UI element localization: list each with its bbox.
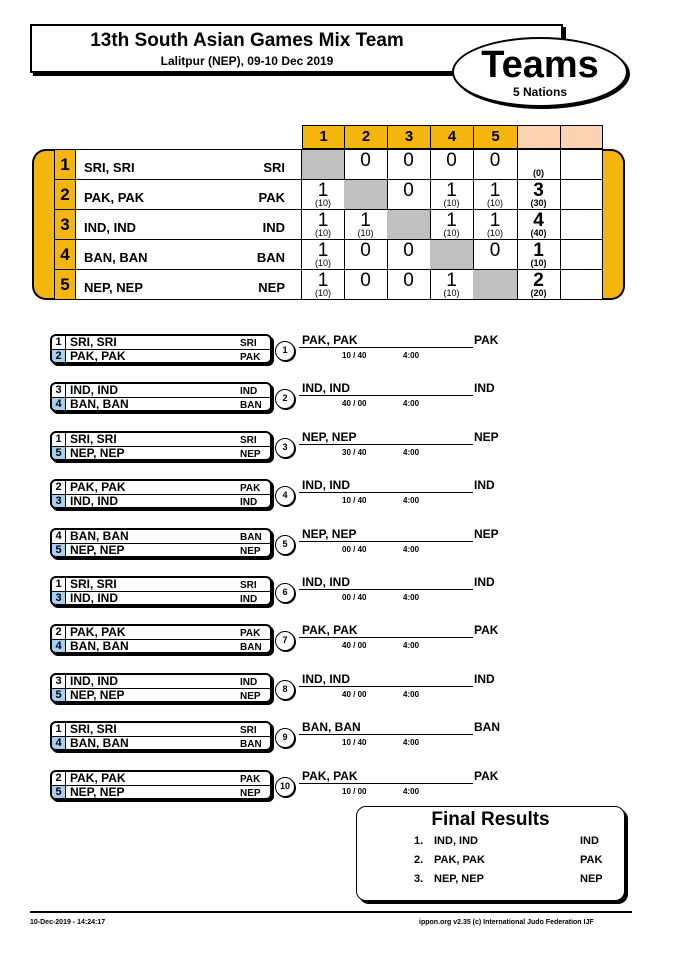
match-team-b — [52, 495, 270, 509]
match-winner-line — [299, 541, 473, 542]
match-team-a — [52, 481, 270, 495]
grid-team-name: SRI, SRI — [84, 160, 135, 175]
grid-score-cell — [302, 179, 345, 210]
grid-score-cell — [430, 209, 474, 240]
match-team-name: PAK, PAK — [70, 349, 126, 363]
match-number: 8 — [275, 680, 295, 700]
grid-score-cell — [430, 179, 474, 210]
grid-total-points: (0) — [533, 168, 544, 178]
grid-score-cell — [302, 149, 345, 180]
match-time: 4:00 — [403, 544, 420, 554]
match-team-name: NEP, NEP — [70, 687, 125, 702]
match-time: 4:00 — [403, 496, 420, 506]
footer-divider — [30, 911, 632, 913]
match-team-b — [52, 689, 270, 703]
teams-badge-title: Teams — [481, 44, 599, 86]
grid-score: 1 — [489, 180, 501, 201]
match-winner-code: NEP — [474, 429, 499, 444]
match-winner-line — [299, 347, 473, 348]
grid-score: 1 — [317, 270, 329, 291]
match-seed: 5 — [52, 786, 66, 800]
final-result-row — [357, 835, 624, 851]
match-team-name: IND, IND — [70, 494, 118, 509]
final-team-code: NEP — [580, 873, 603, 885]
match-team-name: SRI, SRI — [70, 577, 117, 591]
grid-team-code: PAK — [258, 190, 285, 205]
match-team-a — [52, 578, 270, 592]
grid-score: 0 — [360, 150, 371, 171]
match-team-name: IND, IND — [70, 673, 118, 688]
grid-row — [54, 179, 603, 210]
match-team-code: NEP — [240, 787, 261, 799]
match-score: 00 / 40 — [342, 544, 367, 554]
grid-total-cell — [517, 179, 561, 210]
grid-column-header: 4 — [430, 125, 474, 149]
match-team-a — [52, 772, 270, 786]
match-team-name: PAK, PAK — [70, 625, 126, 640]
grid-total-cell — [517, 269, 561, 300]
match-time: 4:00 — [403, 447, 420, 457]
match-seed: 3 — [52, 592, 66, 606]
grid-row-number: 1 — [54, 149, 76, 180]
match-team-b — [52, 544, 270, 558]
grid-total-cell — [517, 239, 561, 270]
grid-score: 0 — [360, 270, 371, 291]
grid-total-points: (10) — [530, 258, 547, 268]
match-team-a — [52, 675, 270, 689]
match-winner-code: IND — [474, 381, 495, 396]
grid-score-cell — [473, 209, 518, 240]
match-winner-name: NEP, NEP — [302, 526, 357, 541]
grid-score: 1 — [446, 270, 457, 291]
match-team-code: SRI — [240, 338, 257, 349]
grid-total-wins: 3 — [533, 180, 544, 201]
grid-column-header: 2 — [344, 125, 388, 149]
match-team-a — [52, 384, 270, 398]
footer-credit: ippon.org v2.35 (c) International Judo Federation IJF — [419, 919, 594, 926]
match-pairing — [50, 624, 272, 654]
final-team-name: NEP, NEP — [434, 873, 484, 885]
grid-row-number: 5 — [54, 269, 76, 300]
page-title: 13th South Asian Games Mix Team — [90, 30, 404, 51]
match-time: 4:00 — [403, 399, 420, 409]
match-team-b — [52, 786, 270, 800]
grid-total-cell — [517, 209, 561, 240]
match-team-name: BAN, BAN — [70, 736, 129, 751]
match-team-name: PAK, PAK — [70, 770, 126, 785]
match-seed: 4 — [52, 530, 66, 543]
match-team-name: SRI, SRI — [70, 335, 117, 349]
match-winner-line — [299, 734, 473, 735]
match-time: 4:00 — [403, 641, 420, 651]
grid-score-points: (10) — [486, 228, 503, 238]
match-entry — [0, 770, 679, 810]
match-team-name: NEP, NEP — [70, 542, 125, 557]
match-pairing — [50, 721, 272, 751]
match-winner-name: PAK, PAK — [302, 333, 358, 347]
match-score: 40 / 00 — [342, 399, 367, 409]
match-time: 4:00 — [403, 593, 420, 602]
grid-score-cell — [344, 209, 388, 240]
grid-score-cell — [387, 239, 431, 270]
match-winner-line — [299, 492, 473, 493]
grid-column-header-rank — [560, 125, 603, 149]
grid-column-header: 1 — [302, 125, 345, 149]
grid-team-code: NEP — [258, 280, 285, 295]
match-team-code: SRI — [240, 725, 257, 737]
match-number: 4 — [275, 486, 295, 506]
match-team-name: BAN, BAN — [70, 528, 129, 543]
match-seed: 4 — [52, 640, 66, 654]
final-team-name: PAK, PAK — [434, 854, 485, 866]
grid-rank-cell — [560, 209, 603, 240]
grid-row — [54, 209, 603, 240]
match-team-a — [52, 723, 270, 737]
match-team-name: IND, IND — [70, 591, 118, 605]
grid-score-cell — [473, 239, 518, 270]
match-number: 1 — [275, 341, 295, 361]
match-entry — [0, 528, 679, 568]
match-number: 9 — [275, 728, 295, 748]
match-team-code: IND — [240, 497, 258, 509]
match-team-b — [52, 350, 270, 364]
match-score: 40 / 00 — [342, 641, 367, 651]
grid-score-points: (10) — [486, 198, 503, 208]
grid-score: 0 — [489, 240, 501, 261]
match-team-code: NEP — [240, 690, 261, 702]
grid-score: 1 — [317, 180, 329, 201]
grid-score-cell — [302, 239, 345, 270]
match-seed: 4 — [52, 737, 66, 751]
grid-row-number: 4 — [54, 239, 76, 270]
grid-score-cell — [430, 269, 474, 300]
grid-total-points: (40) — [530, 228, 547, 238]
match-number: 3 — [275, 438, 295, 458]
grid-score: 0 — [403, 270, 414, 291]
match-winner-name: PAK, PAK — [302, 768, 358, 783]
grid-score: 1 — [317, 210, 329, 231]
match-winner-line — [299, 637, 473, 638]
grid-score: 0 — [489, 150, 501, 171]
match-seed: 1 — [52, 336, 66, 349]
match-team-b — [52, 398, 270, 412]
grid-score-cell — [302, 269, 345, 300]
grid-row — [54, 269, 603, 300]
grid-score-cell — [344, 239, 388, 270]
match-entry — [0, 479, 679, 519]
match-winner-line — [299, 395, 473, 396]
match-seed: 1 — [52, 433, 66, 446]
grid-score: 0 — [446, 150, 457, 171]
match-seed: 2 — [52, 481, 66, 494]
match-pairing — [50, 528, 272, 558]
match-team-a — [52, 626, 270, 640]
match-team-code: PAK — [240, 483, 261, 495]
match-winner-name: IND, IND — [302, 575, 350, 589]
grid-score-points: (10) — [443, 198, 460, 208]
grid-score-cell — [344, 149, 388, 180]
match-seed: 3 — [52, 495, 66, 509]
match-pairing — [50, 334, 272, 364]
match-winner-name: PAK, PAK — [302, 623, 358, 638]
match-team-b — [52, 640, 270, 654]
match-team-code: PAK — [240, 628, 261, 640]
match-team-name: SRI, SRI — [70, 431, 117, 446]
grid-score-points: (10) — [314, 288, 331, 298]
match-team-code: BAN — [240, 400, 262, 412]
grid-score: 1 — [446, 180, 457, 201]
match-team-a — [52, 530, 270, 544]
match-time: 4:00 — [403, 351, 420, 360]
grid-score-cell — [387, 149, 431, 180]
grid-score-points: (10) — [443, 288, 460, 298]
match-score: 10 / 40 — [342, 496, 367, 506]
grid-score-points: (10) — [314, 228, 331, 238]
final-team-code: PAK — [580, 854, 603, 866]
match-seed: 5 — [52, 689, 66, 703]
match-winner-name: IND, IND — [302, 671, 350, 686]
match-winner-name: IND, IND — [302, 478, 350, 493]
grid-rank-cell — [560, 149, 603, 180]
grid-score-cell — [387, 269, 431, 300]
match-winner-line — [299, 783, 473, 784]
grid-column-header-total — [517, 125, 561, 149]
match-winner-code: IND — [474, 478, 495, 493]
match-team-code: IND — [240, 676, 258, 688]
match-winner-code: BAN — [474, 720, 500, 735]
grid-score-cell — [473, 269, 518, 300]
match-time: 4:00 — [403, 738, 420, 748]
match-pairing — [50, 673, 272, 703]
match-seed: 3 — [52, 675, 66, 688]
match-team-code: IND — [240, 594, 258, 605]
match-team-b — [52, 447, 270, 461]
grid-score: 0 — [403, 180, 414, 201]
match-seed: 1 — [52, 578, 66, 591]
grid-row-team — [76, 209, 302, 240]
match-pairing — [50, 576, 272, 606]
match-score: 00 / 40 — [342, 593, 367, 602]
grid-score-points: (10) — [443, 228, 460, 238]
match-team-name: SRI, SRI — [70, 722, 117, 737]
final-results-box — [356, 806, 625, 901]
final-rank: 1. — [414, 835, 424, 847]
match-team-name: BAN, BAN — [70, 397, 129, 412]
match-number: 7 — [275, 631, 295, 651]
match-team-code: PAK — [240, 352, 261, 363]
grid-row-team — [76, 269, 302, 300]
grid-score: 0 — [403, 150, 414, 171]
grid-total-cell — [517, 149, 561, 180]
match-number: 5 — [275, 535, 295, 555]
match-seed: 5 — [52, 447, 66, 461]
match-team-code: BAN — [240, 642, 262, 654]
grid-score-cell — [473, 149, 518, 180]
grid-team-name: PAK, PAK — [84, 190, 145, 205]
match-pairing — [50, 770, 272, 800]
final-team-code: IND — [580, 835, 599, 847]
teams-badge-subtitle: 5 Nations — [512, 85, 567, 99]
grid-team-name: NEP, NEP — [84, 280, 144, 295]
grid-score-cell — [302, 209, 345, 240]
match-pairing — [50, 431, 272, 461]
grid-score-cell — [430, 239, 474, 270]
grid-right-bracket — [603, 149, 625, 300]
grid-score-points: (10) — [314, 198, 331, 208]
grid-row-team — [76, 179, 302, 210]
match-team-a — [52, 433, 270, 447]
grid-rank-cell — [560, 269, 603, 300]
match-winner-line — [299, 444, 473, 445]
match-winner-line — [299, 589, 473, 590]
grid-team-code: SRI — [263, 160, 285, 175]
match-team-code: NEP — [240, 448, 261, 460]
grid-row — [54, 239, 603, 270]
final-rank: 3. — [414, 873, 424, 885]
grid-team-code: BAN — [256, 250, 285, 265]
match-time: 4:00 — [403, 689, 420, 699]
match-winner-code: IND — [474, 575, 495, 589]
grid-total-wins: 2 — [533, 270, 544, 291]
grid-score: 1 — [446, 210, 457, 231]
match-winner-code: IND — [474, 671, 495, 686]
match-team-b — [52, 737, 270, 751]
grid-score-points: (10) — [357, 228, 374, 238]
match-time: 4:00 — [403, 786, 420, 796]
grid-team-name: BAN, BAN — [84, 250, 148, 265]
grid-column-header: 3 — [387, 125, 431, 149]
grid-column-header: 5 — [473, 125, 518, 149]
match-seed: 1 — [52, 723, 66, 736]
grid-row-number: 3 — [54, 209, 76, 240]
final-rank: 2. — [414, 854, 424, 866]
grid-score-cell — [344, 269, 388, 300]
grid-total-wins: 4 — [533, 210, 544, 231]
grid-score-cell — [387, 209, 431, 240]
match-entry — [0, 673, 679, 713]
grid-score-cell — [344, 179, 388, 210]
grid-left-bracket — [32, 149, 54, 300]
final-result-row — [357, 854, 624, 870]
match-entry — [0, 576, 679, 616]
grid-row-team — [76, 149, 302, 180]
match-seed: 4 — [52, 398, 66, 412]
match-score: 30 / 40 — [342, 447, 367, 457]
match-team-code: NEP — [240, 545, 261, 557]
grid-total-wins: 1 — [533, 240, 544, 261]
grid-score: 1 — [489, 210, 501, 231]
match-team-code: BAN — [240, 739, 262, 751]
grid-team-code: IND — [262, 220, 285, 235]
match-winner-code: NEP — [474, 526, 499, 541]
match-winner-name: NEP, NEP — [302, 429, 357, 444]
match-entry — [0, 334, 679, 374]
grid-score: 1 — [317, 240, 329, 261]
match-pairing — [50, 479, 272, 509]
match-score: 10 / 00 — [342, 786, 367, 796]
final-results-title: Final Results — [431, 809, 550, 830]
match-team-b — [52, 592, 270, 606]
match-team-name: NEP, NEP — [70, 784, 125, 799]
match-winner-name: IND, IND — [302, 381, 350, 396]
grid-team-name: IND, IND — [84, 220, 136, 235]
match-seed: 2 — [52, 350, 66, 364]
match-team-code: SRI — [240, 580, 257, 591]
grid-score: 0 — [403, 240, 414, 261]
match-seed: 5 — [52, 544, 66, 558]
match-winner-code: PAK — [474, 333, 499, 347]
match-number: 6 — [275, 583, 295, 603]
grid-score-points: (10) — [314, 258, 331, 268]
match-winner-code: PAK — [474, 768, 499, 783]
match-score: 40 / 00 — [342, 689, 367, 699]
final-result-row — [357, 873, 624, 889]
page-subtitle: Lalitpur (NEP), 09-10 Dec 2019 — [160, 54, 334, 68]
match-entry — [0, 382, 679, 422]
grid-total-points: (30) — [530, 198, 547, 208]
match-entry — [0, 431, 679, 471]
grid-row — [54, 149, 603, 180]
grid-score: 1 — [360, 210, 371, 231]
match-team-name: PAK, PAK — [70, 480, 126, 495]
grid-score-cell — [430, 149, 474, 180]
match-team-name: BAN, BAN — [70, 639, 129, 654]
match-team-code: IND — [240, 386, 258, 398]
match-seed: 2 — [52, 772, 66, 785]
match-team-name: NEP, NEP — [70, 445, 125, 460]
grid-score-cell — [473, 179, 518, 210]
grid-score-cell — [387, 179, 431, 210]
match-pairing — [50, 382, 272, 412]
footer-timestamp: 10-Dec-2019 - 14:24:17 — [30, 919, 106, 926]
grid-score: 0 — [360, 240, 371, 261]
match-winner-line — [299, 686, 473, 687]
match-team-a — [52, 336, 270, 350]
match-team-name: IND, IND — [70, 383, 118, 398]
match-team-code: BAN — [240, 531, 262, 543]
grid-row-number: 2 — [54, 179, 76, 210]
grid-row-team — [76, 239, 302, 270]
match-score: 10 / 40 — [342, 351, 367, 360]
match-winner-code: PAK — [474, 623, 499, 638]
final-team-name: IND, IND — [434, 835, 478, 847]
grid-rank-cell — [560, 239, 603, 270]
match-entry — [0, 624, 679, 664]
grid-rank-cell — [560, 179, 603, 210]
match-winner-name: BAN, BAN — [302, 720, 361, 735]
match-entry — [0, 721, 679, 761]
match-team-code: PAK — [240, 773, 261, 785]
grid-total-points: (20) — [530, 288, 547, 298]
match-team-code: SRI — [240, 434, 257, 446]
match-number: 10 — [275, 777, 295, 797]
match-score: 10 / 40 — [342, 738, 367, 748]
match-seed: 3 — [52, 384, 66, 397]
match-seed: 2 — [52, 626, 66, 639]
match-number: 2 — [275, 389, 295, 409]
teams-badge — [452, 37, 628, 107]
